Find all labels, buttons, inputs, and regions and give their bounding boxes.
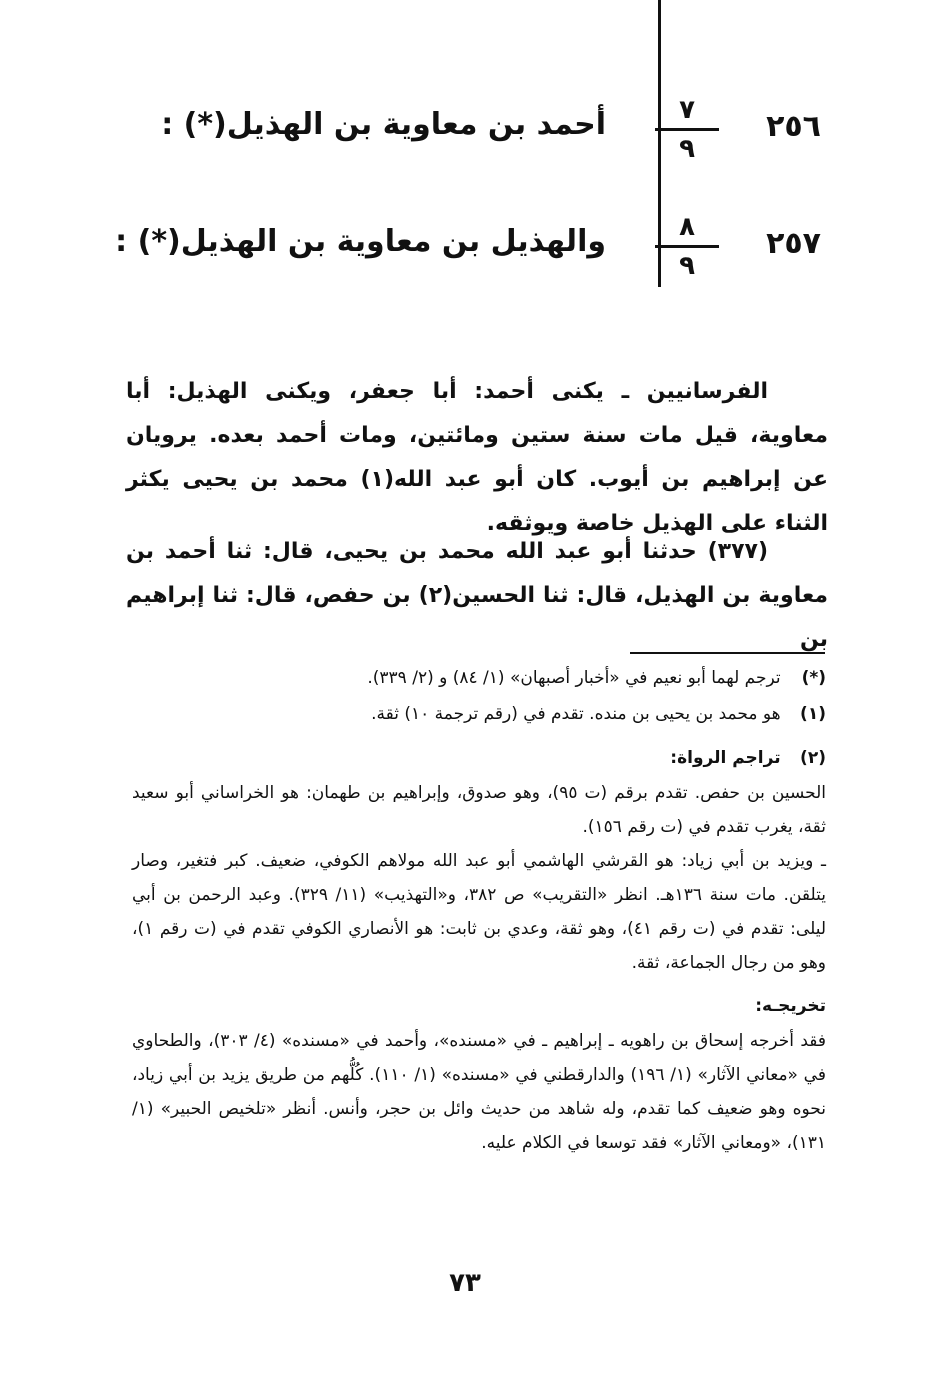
footnotes: [132, 660, 826, 1160]
footnote-1: [132, 696, 826, 732]
entry-fraction: [655, 95, 719, 164]
footnote-mark: (١): [800, 704, 826, 724]
footnote-mark: (٢): [800, 748, 826, 768]
fraction-bar: [655, 245, 719, 248]
footnote-star: [132, 660, 826, 696]
narrators-text-1: الحسين بن حفص. تقدم برقم (ت ٩٥)، وهو صدوق، وإبراهيم بن طهمان: هو الخراساني أبو سعيد ثقة، يغرب تقدم في (ت رقم ١٥٦).: [132, 783, 826, 837]
entry-header-257: [61, 212, 821, 292]
footnote-heading: تراجم الرواة:: [670, 748, 781, 768]
entry-number: ٢٥٦: [766, 109, 821, 144]
entry-fraction: [655, 212, 719, 281]
footnote-text: ترجم لهما أبو نعيم في «أخبار أصبهان» (١/ ٨٤) و (٢/ ٣٣٩).: [367, 668, 781, 688]
fraction-numerator: ٧: [679, 95, 695, 125]
body-paragraph: [126, 370, 828, 546]
fraction-bar: [655, 128, 719, 131]
footnote-text: هو محمد بن يحيى بن منده. تقدم في (رقم ترجمة ١٠) ثقة.: [371, 704, 781, 724]
entry-title: والهذيل بن معاوية بن الهذيل(*) :: [115, 224, 606, 259]
paragraph-text: (٣٧٧) حدثنا أبو عبد الله محمد بن يحيى، قال: ثنا أحمد بن معاوية بن الهذيل، قال: ثنا الحسين(٢) بن حفص، قال: ثنا إبراهيم بن: [126, 539, 828, 652]
fraction-numerator: ٨: [679, 212, 695, 242]
entry-title: أحمد بن معاوية بن الهذيل(*) :: [161, 107, 606, 142]
fraction-denominator: ٩: [679, 134, 695, 164]
entry-header-256: [61, 95, 821, 175]
entry-number: ٢٥٧: [766, 226, 821, 261]
paragraph-text: الفرسانيين ـ يكنى أحمد: أبا جعفر، ويكنى الهذيل: أبا معاوية، قيل مات سنة ستين ومائتين، ومات أحمد بعده. يرويان عن إبراهيم بن أيوب. كان أبو عبد الله(١) محمد بن يحيى يكثر الثناء على الهذيل خاصة ويوثقه.: [126, 379, 828, 536]
footnote-mark: (*): [801, 668, 826, 688]
takhrij-text: فقد أخرجه إسحاق بن راهويه ـ إبراهيم ـ في «مسنده»، وأحمد في «مسنده» (٤/ ٣٠٣)، والطحاوي في «معاني الآثار» (١/ ١٩٦) والدارقطني في «مسنده» (١/ ١١٠). كُلُّهم من طريق يزيد بن أبي زياد، نحوه وهو ضعيف كما تقدم، وله شاهد من حديث وائل بن حجر، وأنس. أنظر «تلخيص الحبير» (١/ ١٣١)، «ومعاني الآثار» فقد توسعا في الكلام عليه.: [132, 1031, 826, 1153]
footnote-separator: [630, 652, 825, 654]
footnote-2: [132, 740, 826, 776]
takhrij-heading: تخريجـه:: [755, 996, 826, 1016]
hadith-paragraph: [126, 530, 828, 662]
page-number: ٧٣: [449, 1268, 481, 1298]
narrators-text-2: ـ ويزيد بن أبي زياد: هو القرشي الهاشمي أبو عبد الله مولاهم الكوفي، ضعيف. كبر فتغير، وصار يتلقن. مات سنة ١٣٦هـ. انظر «التقريب» ص ٣٨٢، و«التهذيب» (١١/ ٣٢٩). وعبد الرحمن بن أبي ليلى: تقدم في (ت رقم ٤١)، وهو ثقة، وعدي بن ثابت: هو الأنصاري الكوفي تقدم في (ت رقم ١)، وهو من رجال الجماعة، ثقة.: [132, 851, 827, 973]
fraction-denominator: ٩: [679, 251, 695, 281]
